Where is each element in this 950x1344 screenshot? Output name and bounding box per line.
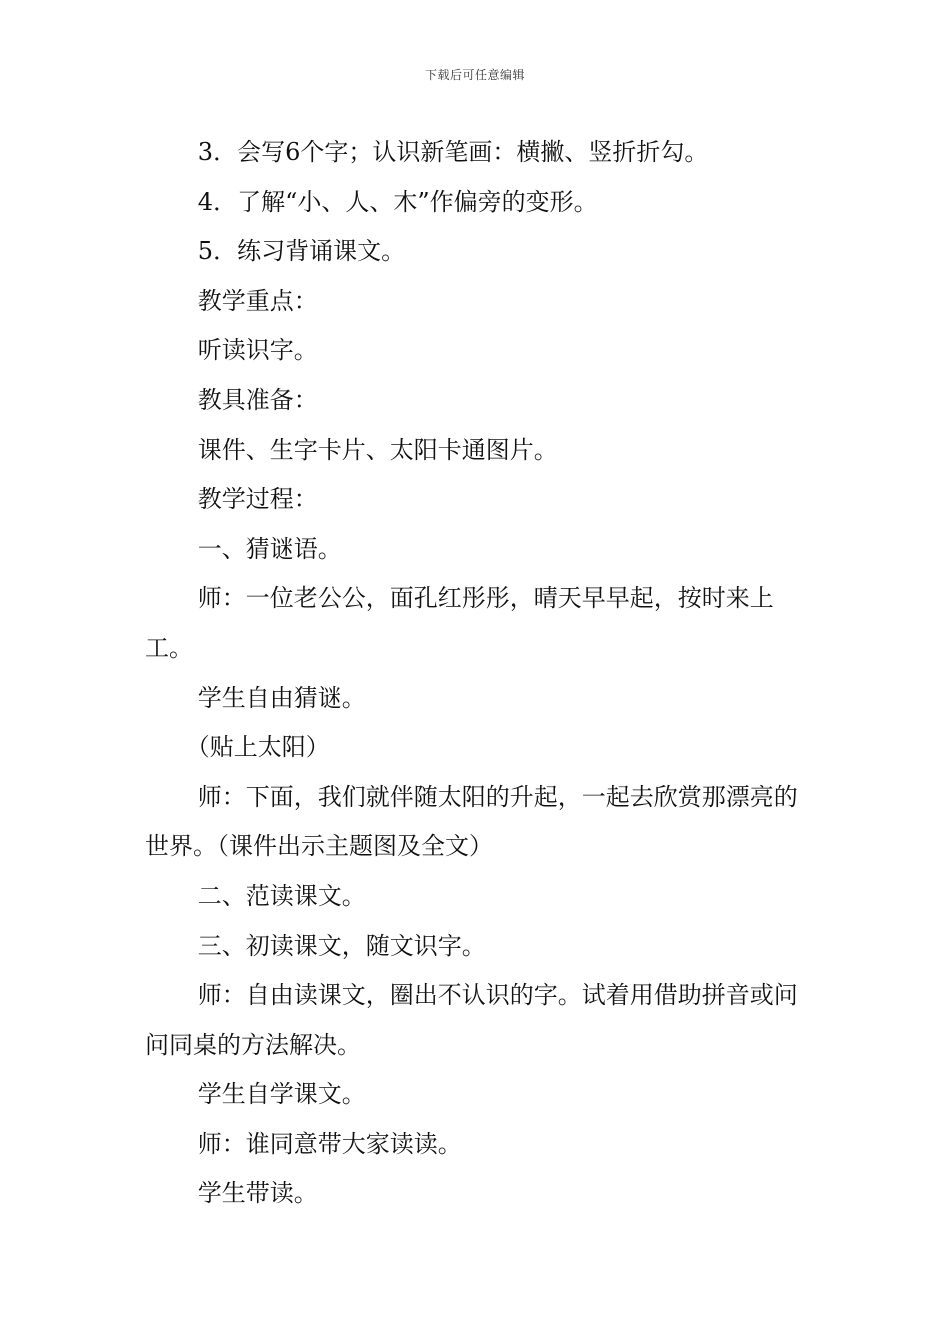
step-3-title: 三、初读课文，随文识字。 [197, 931, 486, 960]
objective-3: 3．会写6个字；认识新笔画：横撇、竖折折勾。 [197, 138, 709, 166]
teacher-riddle: 师：一位老公公，面孔红彤彤，晴天早早起，按时来上工。 [145, 584, 774, 662]
student-lead-read: 学生带读。 [197, 1179, 318, 1208]
heading-process: 教学过程： [197, 485, 318, 514]
heading-key-points: 教学重点： [197, 286, 318, 315]
document-body [145, 128, 815, 1219]
teacher-intro: 师：下面，我们就伴随太阳的升起，一起去欣赏那漂亮的世界。（课件出示主题图及全文） [145, 782, 798, 861]
objective-4: 4．了解“小、人、木”作偏旁的变形。 [197, 187, 598, 216]
step-1-title: 一、猜谜语。 [197, 534, 342, 563]
student-guess: 学生自由猜谜。 [197, 683, 366, 712]
stage-note-sun: （贴上太阳） [185, 733, 330, 762]
step-2-title: 二、范读课文。 [197, 881, 366, 910]
teacher-who-reads: 师：谁同意带大家读读。 [197, 1129, 462, 1158]
objective-5: 5．练习背诵课文。 [197, 237, 406, 266]
page-header: 下载后可任意编辑 [424, 68, 525, 82]
key-points-text: 听读识字。 [197, 336, 318, 365]
materials-text: 课件、生字卡片、太阳卡通图片。 [197, 435, 558, 464]
student-self-study: 学生自学课文。 [197, 1080, 366, 1109]
teacher-self-read: 师：自由读课文，圈出不认识的字。试着用借助拼音或问问同桌的方法解决。 [145, 981, 798, 1059]
heading-materials: 教具准备： [197, 385, 318, 414]
